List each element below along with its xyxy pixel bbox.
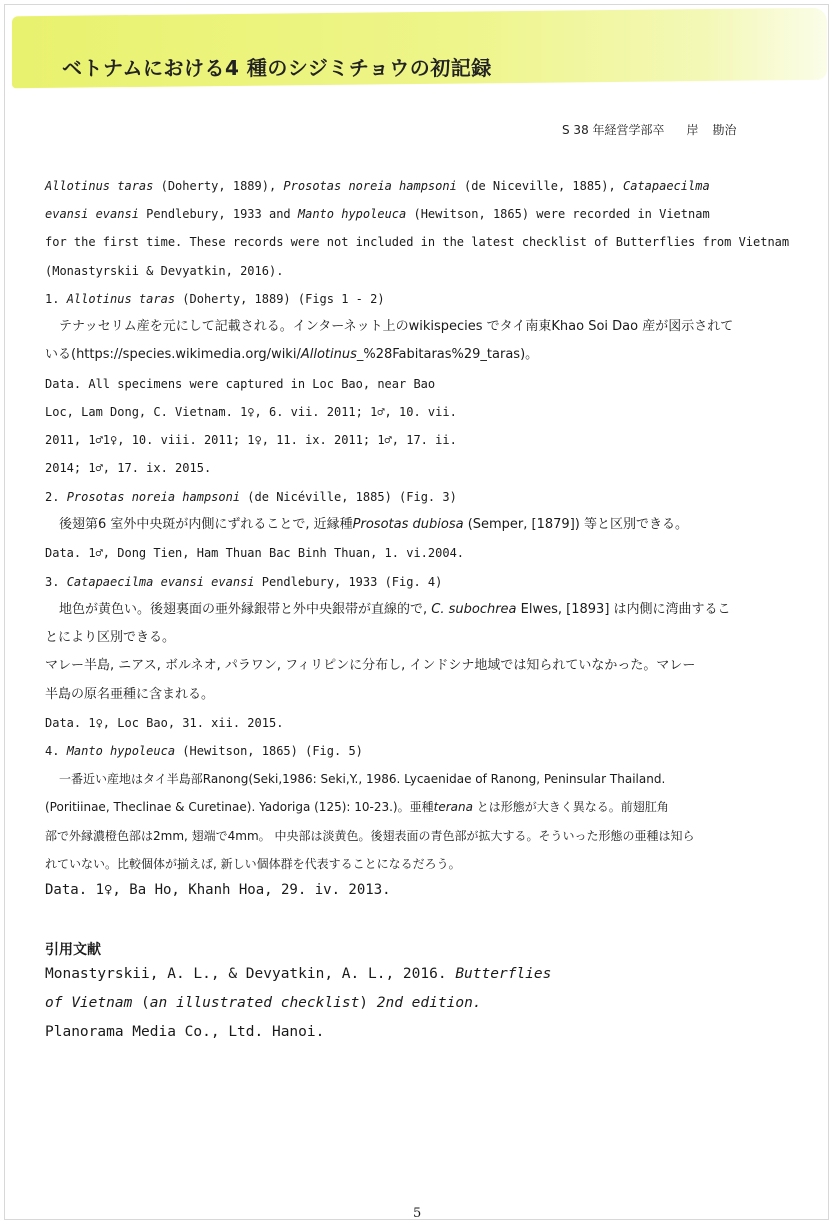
- genus-name: Allotinus: [300, 347, 357, 362]
- text-run: Monastyrskii, A. L., & Devyatkin, A. L., 2016.: [45, 966, 456, 982]
- reference-line-2: [45, 995, 482, 1011]
- section-4-data-1: Data. 1♀, Ba Ho, Khanh Hoa, 29. iv. 2013.: [45, 882, 391, 898]
- section-3-heading: [45, 574, 442, 590]
- text-run: Elwes, [1893] は内側に湾曲するこ: [516, 602, 731, 617]
- section-2-data-1: Data. 1♂, Dong Tien, Ham Thuan Bac Binh Thuan, 1. vi.2004.: [45, 546, 465, 560]
- book-title: an illustrated checklist: [149, 995, 360, 1011]
- section-number: 3.: [45, 575, 67, 589]
- abstract-line-4: (Monastyrskii & Devyatkin, 2016).: [45, 264, 284, 278]
- book-edition: 2nd edition.: [376, 995, 482, 1011]
- page-number: 5: [413, 1206, 422, 1221]
- section-number: 4.: [45, 744, 67, 758]
- book-title: of Vietnam: [45, 995, 133, 1011]
- species-name: Catapaecilma: [622, 179, 710, 193]
- section-3-data-1: Data. 1♀, Loc Bao, 31. xii. 2015.: [45, 716, 284, 730]
- author-given-name: 勘治: [712, 123, 737, 137]
- species-name: Allotinus taras: [45, 179, 154, 193]
- text-run: (Doherty, 1889),: [153, 179, 284, 193]
- section-3-jp-line-1: [59, 602, 731, 618]
- species-name: Allotinus taras: [66, 292, 176, 306]
- section-1-data-4: 2014; 1♂, 17. ix. 2015.: [45, 461, 212, 475]
- section-4-jp-line-1: 一番近い産地はタイ半島部Ranong(Seki,1986: Seki,Y., 1986. Lycaenidae of Ranong, Peninsular Thailand.: [59, 772, 666, 786]
- text-run: _%28Fabitaras%29_taras)。: [356, 347, 539, 362]
- section-3-jp-line-2: とにより区別できる。: [45, 630, 176, 645]
- text-run: Pendlebury, 1933 (Fig. 4): [254, 575, 443, 589]
- abstract-line-1: [45, 178, 710, 194]
- section-4-jp-line-3: 部で外縁濃橙色部は2mm, 翅端で4mm。 中央部は淡黄色。後翅表面の青色部が拡大する。そういった形態の亜種は知ら: [45, 829, 695, 843]
- author-family-name: 岸: [686, 123, 699, 137]
- text-run: (de Niceville, 1885),: [456, 179, 623, 193]
- text-run: 地色が黄色い。後翅裏面の亜外縁銀帯と外中央銀帯が直線的で,: [59, 602, 432, 617]
- text-run: (Poritiinae, Theclinae & Curetinae). Yadoriga (125): 10-23.)。亜種: [45, 800, 434, 814]
- species-name: Manto hypoleuca: [66, 744, 176, 758]
- section-3-jp-line-4: 半島の原名亜種に含まれる。: [45, 687, 215, 702]
- text-run: (Hewitson, 1865) (Fig. 5): [175, 744, 363, 758]
- section-3-jp-line-3: マレー半島, ニアス, ボルネオ, パラワン, フィリピンに分布し, インドシナ地域では知られていなかった。マレー: [45, 658, 696, 673]
- text-run: いる(https://species.wikimedia.org/wiki/: [45, 347, 301, 362]
- subspecies-name: terana: [433, 800, 473, 814]
- article-title: ベトナムにおける4 種のシジミチョウの初記録: [62, 56, 492, 80]
- section-2-jp-line-1: [59, 517, 688, 533]
- species-name: Catapaecilma evansi evansi: [66, 575, 255, 589]
- section-1-data-2: Loc, Lam Dong, C. Vietnam. 1♀, 6. vii. 2011; 1♂, 10. vii.: [45, 405, 457, 419]
- species-name: Prosotas noreia hampsoni: [66, 490, 241, 504]
- section-4-jp-line-2: [45, 799, 669, 815]
- section-1-data-3: 2011, 1♂1♀, 10. viii. 2011; 1♀, 11. ix. 2011; 1♂, 17. ii.: [45, 433, 457, 447]
- text-run: (Doherty, 1889) (Figs 1 - 2): [175, 292, 385, 306]
- text-run: (Hewitson, 1865) were recorded in Vietnam: [406, 207, 710, 221]
- section-1-jp-line-1: テナッセリム産を元にして記載される。インターネット上のwikispecies でタイ南東Khao Soi Dao 産が図示されて: [59, 319, 734, 334]
- species-name: C. subochrea: [431, 602, 517, 617]
- text-run: とは形態が大きく異なる。前翅肛角: [472, 800, 669, 814]
- text-run: Pendlebury, 1933 and: [138, 207, 298, 221]
- text-run: 後翅第6 室外中央斑が内側にずれることで, 近縁種: [59, 517, 353, 532]
- abstract-line-3: for the first time. These records were not included in the latest checklist of Butterflies from Vietnam: [45, 235, 790, 249]
- section-number: 1.: [45, 292, 67, 306]
- species-name: Prosotas dubiosa: [352, 517, 464, 532]
- author-line: [562, 121, 737, 138]
- section-1-data-1: Data. All specimens were captured in Loc Bao, near Bao: [45, 377, 436, 391]
- reference-line-3: Planorama Media Co., Ltd. Hanoi.: [45, 1024, 325, 1040]
- species-name: Manto hypoleuca: [297, 207, 407, 221]
- section-1-heading: [45, 291, 385, 307]
- species-name: evansi evansi: [45, 207, 139, 221]
- references-heading: 引用文献: [45, 942, 101, 958]
- book-title: Butterflies: [455, 966, 552, 982]
- section-4-jp-line-4: れていない。比較個体が揃えば, 新しい個体群を代表することになるだろう。: [45, 857, 461, 871]
- section-1-jp-line-2: [45, 347, 538, 363]
- text-run: (de Nicéville, 1885) (Fig. 3): [240, 490, 457, 504]
- text-run: (: [132, 995, 150, 1011]
- reference-line-1: [45, 966, 551, 982]
- text-run: ): [359, 995, 377, 1011]
- section-4-heading: [45, 743, 363, 759]
- text-run: (Semper, [1879]) 等と区別できる。: [463, 517, 688, 532]
- author-affiliation: S 38 年経営学部卒: [562, 123, 665, 137]
- abstract-line-2: [45, 206, 710, 222]
- species-name: Prosotas noreia hampsoni: [283, 179, 457, 193]
- section-2-heading: [45, 489, 457, 505]
- section-number: 2.: [45, 490, 67, 504]
